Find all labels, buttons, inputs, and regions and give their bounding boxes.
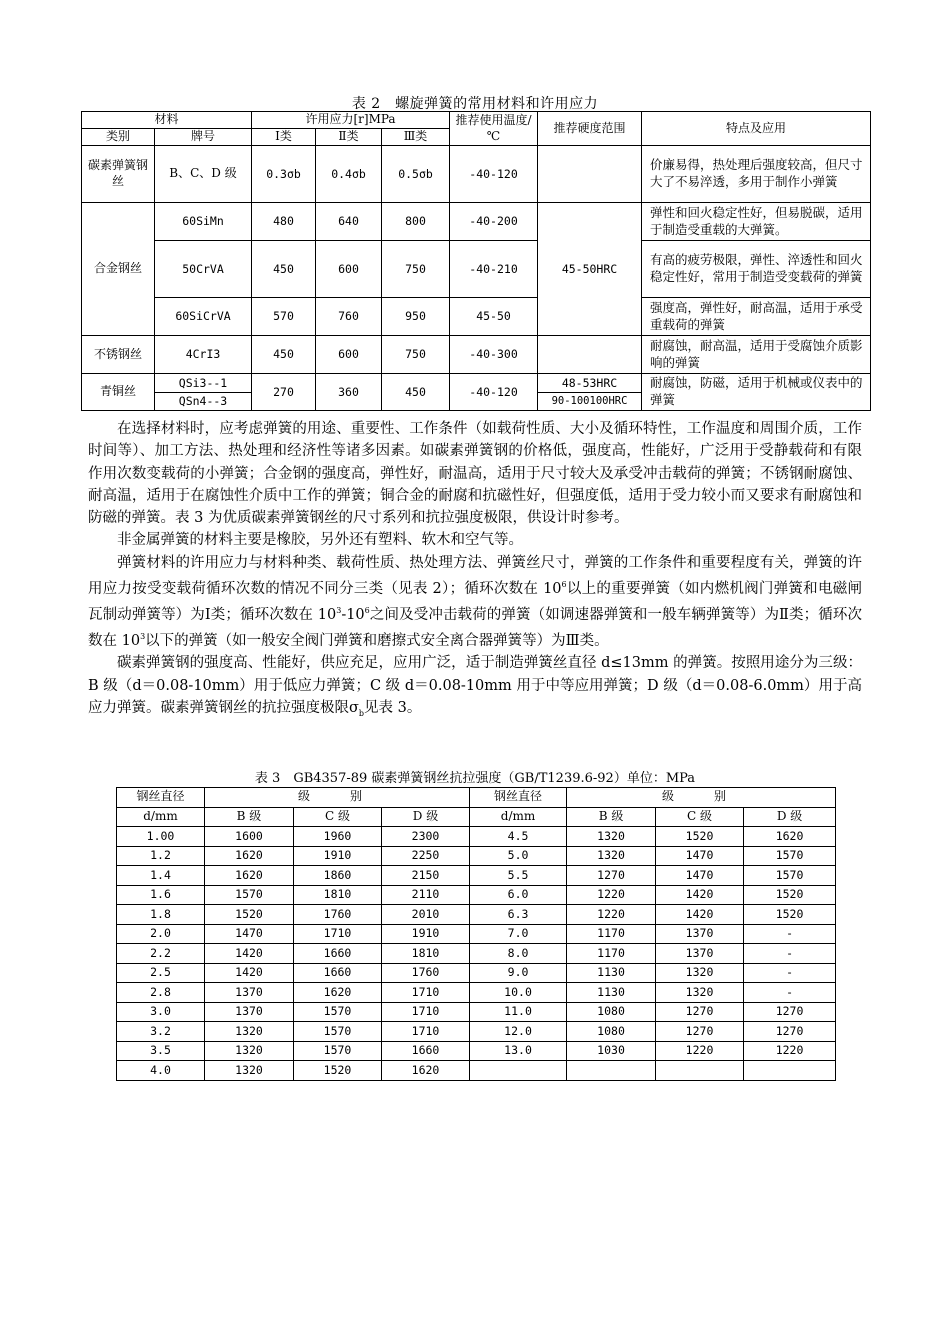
cell-strength: 1270 [744,1002,836,1022]
cell-strength: 1910 [382,924,470,944]
paragraph [88,652,862,725]
cell-hardness-alloy: 45-50HRC [538,203,642,336]
cell-strength: 1570 [294,1041,382,1061]
header-hardness: 推荐硬度范围 [538,112,642,146]
table-row [117,827,836,847]
cell-strength: 1320 [205,1041,294,1061]
header-diameter: 钢丝直径 [470,788,567,808]
table-row [117,924,836,944]
cell-temperature: -40-300 [450,336,538,374]
cell-temperature: 45-50 [450,298,538,336]
cell-diameter: 3.2 [117,1022,205,1042]
cell-diameter [470,1061,567,1081]
cell-strength: 1270 [656,1022,744,1042]
cell-strength: 1470 [656,866,744,886]
cell-strength: 1320 [656,983,744,1003]
cell-strength: 1520 [656,827,744,847]
cell-strength: 2250 [382,846,470,866]
cell-grade: 60SiMn [155,203,252,241]
cell-feature: 有高的疲劳极限，弹性、淬透性和回火稳定性好，常用于制造受变载荷的弹簧 [642,241,871,298]
table2 [81,111,871,411]
cell-strength: 1370 [656,924,744,944]
cell-diameter: 1.8 [117,905,205,925]
header-material: 材料 [82,112,252,129]
cell-diameter: 6.0 [470,885,567,905]
cell-class-2: 760 [316,298,382,336]
table-row [82,146,871,203]
header-class-2: Ⅱ类 [316,129,382,146]
cell-grade: B、C、D 级 [155,146,252,203]
cell-strength: 1960 [294,827,382,847]
cell-strength: 1620 [205,866,294,886]
cell-strength: 1130 [567,963,656,983]
cell-strength: 1220 [656,1041,744,1061]
subscript: b [358,708,365,718]
cell-diameter: 2.2 [117,944,205,964]
cell-strength: 1420 [205,963,294,983]
header-class-1: Ⅰ类 [252,129,316,146]
cell-diameter: 2.0 [117,924,205,944]
table-row [82,203,871,241]
cell-class-2: 360 [316,374,382,411]
cell-grade: 60SiCrVA [155,298,252,336]
cell-temperature: -40-200 [450,203,538,241]
cell-feature: 耐腐蚀，耐高温，适用于受腐蚀介质影响的弹簧 [642,336,871,374]
cell-strength: 1520 [205,905,294,925]
header-allowable-stress: 许用应力[r]MPa [252,112,450,129]
cell-class-2: 600 [316,241,382,298]
cell-strength [656,1061,744,1081]
cell-strength: 1660 [294,963,382,983]
cell-strength: 1710 [382,1002,470,1022]
cell-diameter: 2.5 [117,963,205,983]
cell-strength: 1620 [744,827,836,847]
header-grade: 牌号 [155,129,252,146]
cell-strength [744,1061,836,1081]
cell-diameter: 8.0 [470,944,567,964]
cell-class-3: 750 [382,336,450,374]
cell-diameter: 1.4 [117,866,205,886]
cell-diameter: 1.00 [117,827,205,847]
header-unit: d/mm [117,807,205,827]
cell-strength: 1320 [205,1022,294,1042]
cell-class-3: 800 [382,203,450,241]
cell-hardness: 48-53HRC [538,374,642,393]
cell-strength: 1370 [205,983,294,1003]
header-grade-c: C 级 [294,807,382,827]
cell-strength: 1620 [294,983,382,1003]
cell-strength: 1420 [205,944,294,964]
text-run: 以下的弹簧（如一般安全阀门弹簧和磨擦式安全离合器弹簧等）为Ⅲ类。 [145,633,609,650]
cell-strength: 1620 [205,846,294,866]
cell-strength: 1220 [744,1041,836,1061]
cell-diameter: 6.3 [470,905,567,925]
cell-class-3: 450 [382,374,450,411]
cell-strength: 1570 [205,885,294,905]
grade-label: 级 别 [298,789,377,804]
header-grade-b: B 级 [567,807,656,827]
paragraph: 在选择材料时，应考虑弹簧的用途、重要性、工作条件（如载荷性质、大小及循环特性，工作温度和周围介质，工作时间等）、加工方法、热处理和经济性等诸多因素。如碳素弹簧钢的价格低，强度高，性能好，广泛用于受静载荷和有限作用次数变载荷的小弹簧；合金钢的强度高，弹性好，耐温高，适用于尺寸较大及承受冲击载荷的弹簧；不锈钢耐腐蚀、耐高温，适用于在腐蚀性介质中工作的弹簧；铜合金的耐腐和抗磁性好，但强度低，适用于受力较小而又要求有耐腐蚀和防磁的弹簧。表 3 为优质碳素弹簧钢丝的尺寸系列和抗拉强度极限，供设计时参考。 [88,421,862,527]
cell-grade: 50CrVA [155,241,252,298]
cell-strength: 1080 [567,1002,656,1022]
table3-title: 表 3 GB4357-89 碳素弹簧钢丝抗拉强度（GB/T1239.6-92）单位：MPa [254,771,696,786]
cell-diameter: 1.6 [117,885,205,905]
cell-strength: 1320 [567,827,656,847]
cell-diameter: 3.5 [117,1041,205,1061]
header-grade-group [205,788,470,808]
text-run: 以上的重要弹簧（如内燃机阀门弹簧和电磁闸瓦制动弹簧等）为Ⅰ类；循环次数在 10 [88,580,862,624]
cell-strength: 1710 [294,924,382,944]
cell-strength: 1420 [656,905,744,925]
cell-diameter: 1.2 [117,846,205,866]
cell-category: 青铜丝 [82,374,155,411]
cell-strength: 1320 [567,846,656,866]
cell-strength: 1570 [294,1022,382,1042]
cell-strength: 1660 [382,1041,470,1061]
cell-strength: 1420 [656,885,744,905]
header-grade-d: D 级 [382,807,470,827]
paragraph: 非金属弹簧的材料主要是橡胶，另外还有塑料、软木和空气等。 [117,532,523,549]
cell-grade: QSi3--1 [155,374,252,393]
cell-strength: 1130 [567,983,656,1003]
table-row [117,1041,836,1061]
cell-class-3: 950 [382,298,450,336]
cell-strength: 1320 [656,963,744,983]
table3 [116,787,836,1081]
cell-feature: 耐腐蚀，防磁，适用于机械或仪表中的弹簧 [642,374,871,411]
cell-strength: 1520 [294,1061,382,1081]
exponent: 6 [561,580,567,590]
table-row [82,241,871,298]
cell-strength: 1860 [294,866,382,886]
cell-diameter: 4.0 [117,1061,205,1081]
table-row [117,905,836,925]
cell-strength: 1370 [205,1002,294,1022]
header-unit: d/mm [470,807,567,827]
cell-hardness [538,146,642,203]
text-run: 碳素弹簧钢的强度高、性能好，供应充足，应用广泛，适于制造弹簧丝直径 d≤13mm 的弹簧。按照用途分为三级：B 级（d＝0.08-10mm）用于低应力弹簧；C 级 d＝0.08-10mm 用于中等应用弹簧；D 级（d＝0.08-6.0mm）用于高应力弹簧。碳素弹簧钢丝的抗拉强度极限σ [88,655,862,717]
cell-diameter: 9.0 [470,963,567,983]
cell-strength: 1570 [744,866,836,886]
table-row [117,885,836,905]
cell-diameter: 4.5 [470,827,567,847]
cell-class-1: 270 [252,374,316,411]
cell-strength: - [744,983,836,1003]
cell-strength [567,1061,656,1081]
cell-strength: 1760 [294,905,382,925]
cell-strength: 1600 [205,827,294,847]
cell-diameter: 5.0 [470,846,567,866]
header-grade-c: C 级 [656,807,744,827]
cell-feature: 价廉易得，热处理后强度较高，但尺寸大了不易淬透，多用于制作小弹簧 [642,146,871,203]
cell-diameter: 7.0 [470,924,567,944]
table-row [117,1002,836,1022]
cell-strength: - [744,944,836,964]
cell-grade: 4CrI3 [155,336,252,374]
cell-category: 不锈钢丝 [82,336,155,374]
cell-strength: 1080 [567,1022,656,1042]
table-row [117,866,836,886]
text-run: 弹簧材料的许用应力与材料种类、载荷性质、热处理方法、弹簧丝尺寸，弹簧的工作条件和重要程度有关，弹簧的许用应力按受变载荷循环次数的情况不同分三类（见表 2）；循环次数在 10 [88,554,862,597]
header-grade-b: B 级 [205,807,294,827]
cell-strength: 1470 [656,846,744,866]
cell-strength: 1910 [294,846,382,866]
cell-diameter: 2.8 [117,983,205,1003]
table-row [117,1061,836,1081]
header-features: 特点及应用 [642,112,871,146]
cell-strength: 1320 [205,1061,294,1081]
cell-hardness [538,336,642,374]
cell-strength: 1270 [656,1002,744,1022]
cell-hardness: 90-100100HRC [538,393,642,411]
cell-strength: 1810 [382,944,470,964]
table-row [117,1022,836,1042]
cell-strength: 1270 [567,866,656,886]
cell-class-1: 450 [252,336,316,374]
grade-label: 级 别 [662,789,741,804]
cell-strength: 1760 [382,963,470,983]
cell-strength: 1220 [567,905,656,925]
cell-diameter: 13.0 [470,1041,567,1061]
cell-strength: 1370 [656,944,744,964]
text-run: -10 [341,607,365,624]
body-text [88,418,862,725]
table-row [117,963,836,983]
cell-class-2: 640 [316,203,382,241]
cell-diameter: 12.0 [470,1022,567,1042]
cell-strength: 1220 [567,885,656,905]
cell-strength: 1710 [382,983,470,1003]
header-diameter: 钢丝直径 [117,788,205,808]
table-row [117,846,836,866]
cell-strength: 1710 [382,1022,470,1042]
cell-diameter: 5.5 [470,866,567,886]
cell-strength: 1570 [744,846,836,866]
header-category: 类别 [82,129,155,146]
cell-diameter: 3.0 [117,1002,205,1022]
cell-strength: 1810 [294,885,382,905]
cell-strength: 2150 [382,866,470,886]
header-class-3: Ⅲ类 [382,129,450,146]
header-grade-group [567,788,836,808]
cell-temperature: -40-120 [450,374,538,411]
table2-title: 表 2 螺旋弹簧的常用材料和许用应力 [351,96,599,112]
exponent: 3 [140,632,146,642]
table-row [117,944,836,964]
exponent: 6 [364,606,370,616]
cell-strength: 1520 [744,905,836,925]
cell-feature: 强度高，弹性好，耐高温，适用于承受重载荷的弹簧 [642,298,871,336]
cell-category: 碳素弹簧钢丝 [82,146,155,203]
cell-strength: 2010 [382,905,470,925]
cell-strength: - [744,963,836,983]
cell-class-3: 750 [382,241,450,298]
cell-class-1: 0.3σb [252,146,316,203]
table-row [82,298,871,336]
cell-strength: 1620 [382,1061,470,1081]
table-row [117,983,836,1003]
text-run: 见表 3。 [364,700,422,717]
cell-strength: 1520 [744,885,836,905]
cell-strength: 1570 [294,1002,382,1022]
cell-class-3: 0.5σb [382,146,450,203]
cell-strength: 2110 [382,885,470,905]
cell-temperature: -40-120 [450,146,538,203]
cell-class-2: 0.4σb [316,146,382,203]
table-row [82,374,871,393]
cell-grade: QSn4--3 [155,393,252,411]
cell-temperature: -40-210 [450,241,538,298]
cell-strength: 2300 [382,827,470,847]
cell-strength: 1470 [205,924,294,944]
cell-strength: - [744,924,836,944]
cell-class-1: 480 [252,203,316,241]
cell-diameter: 10.0 [470,983,567,1003]
cell-strength: 1030 [567,1041,656,1061]
table3-body [117,827,836,1081]
cell-strength: 1270 [744,1022,836,1042]
header-temperature: 推荐使用温度/℃ [450,112,538,146]
cell-strength: 1170 [567,924,656,944]
header-grade-d: D 级 [744,807,836,827]
cell-feature: 弹性和回火稳定性好，但易脱碳，适用于制造受重载的大弹簧。 [642,203,871,241]
cell-class-2: 600 [316,336,382,374]
table-row [82,336,871,374]
cell-class-1: 570 [252,298,316,336]
cell-diameter: 11.0 [470,1002,567,1022]
paragraph [88,552,862,653]
cell-strength: 1660 [294,944,382,964]
exponent: 3 [336,606,342,616]
cell-class-1: 450 [252,241,316,298]
cell-category-alloy: 合金钢丝 [82,203,155,336]
text-run: 之间及受冲击载荷的弹簧（如调速器弹簧和一般车辆弹簧等）为Ⅱ类；循环次数在 10 [88,607,862,650]
cell-strength: 1170 [567,944,656,964]
